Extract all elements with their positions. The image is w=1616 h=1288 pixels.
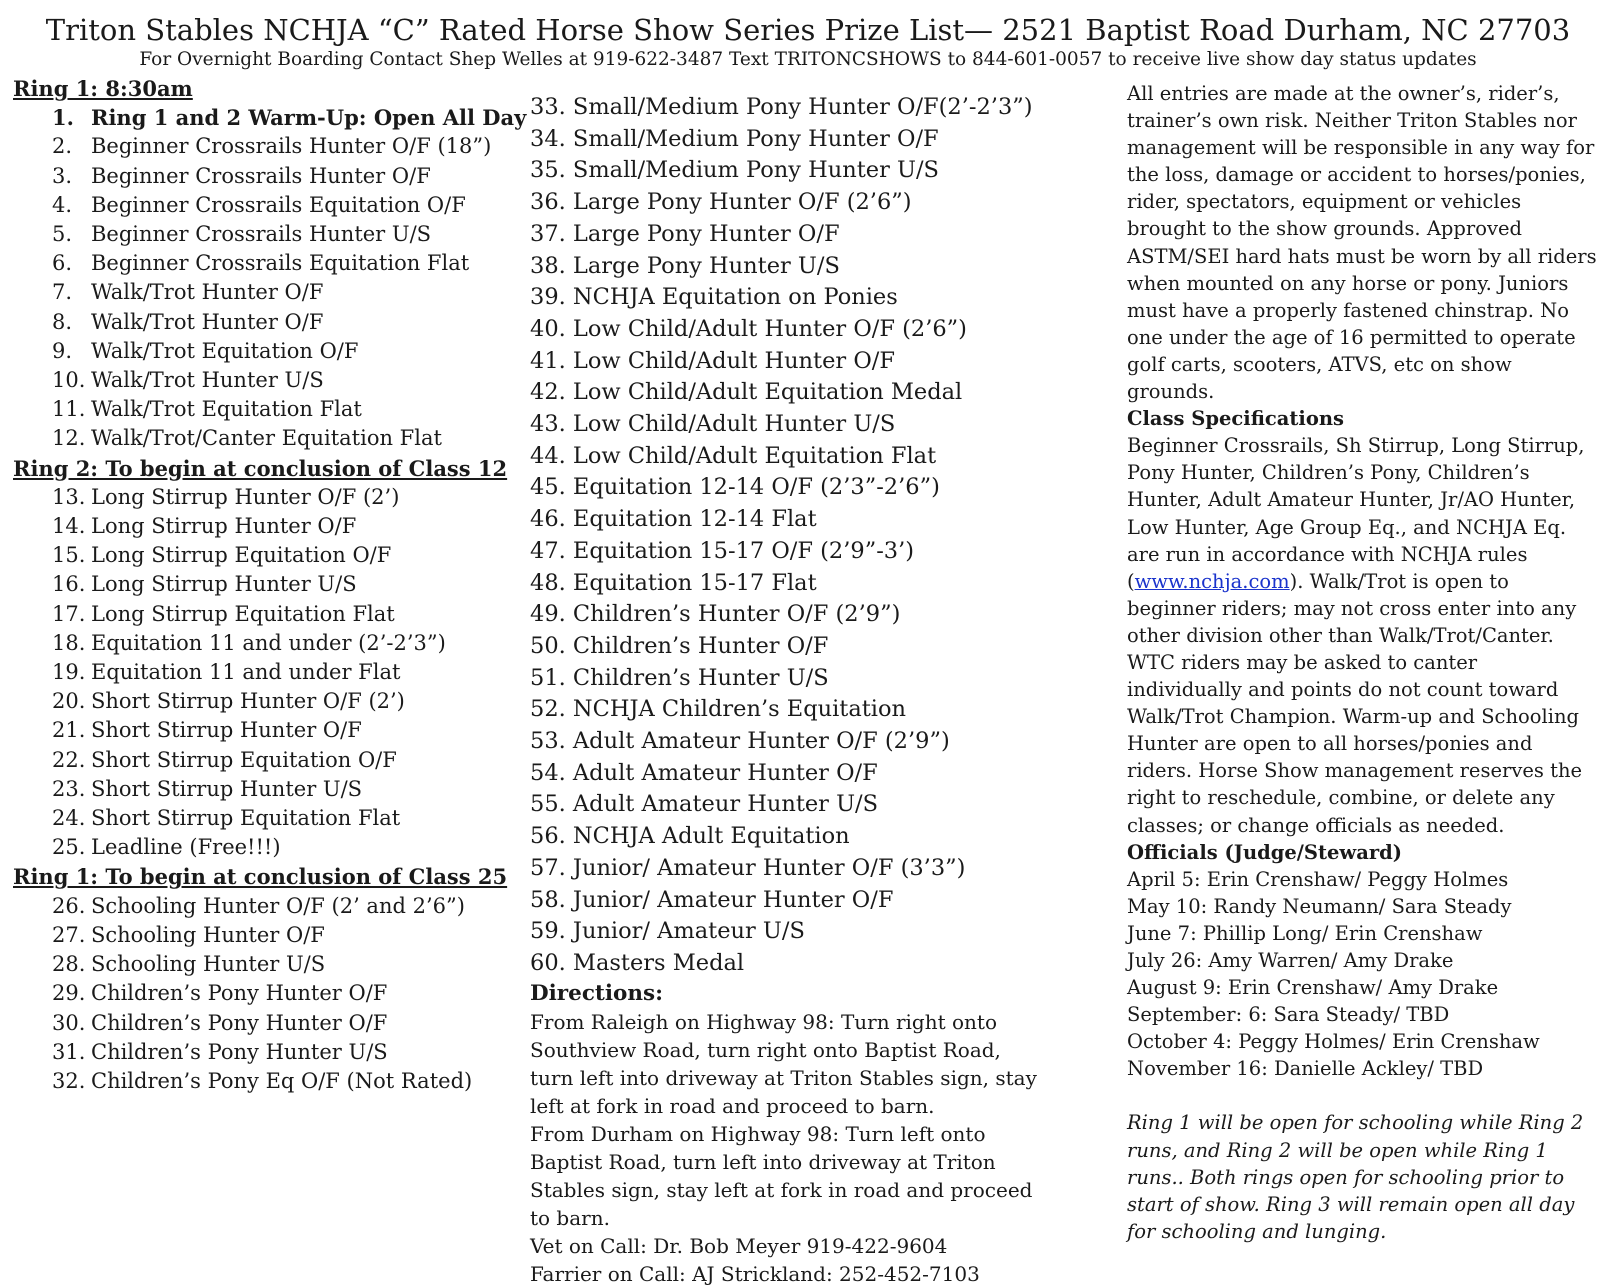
official-item: April 5: Erin Crenshaw/ Peggy Holmes [1127, 867, 1509, 891]
page-title: Triton Stables NCHJA “C” Rated Horse Show Series Prize List— 2521 Baptist Road Durham, NC 27703 [45, 13, 1571, 47]
class-specs-text: Beginner Crossrails, Sh Stirrup, Long Stirrup, Pony Hunter, Children’s Pony, Children’s Hunter, Adult Amateur Hunter, Jr/AO Hunter, Low Hunter, Age Group Eq., and NCHJA Eq. are run in accordance with NCHJA rules (www.nchja.com). Walk/Trot is open to beginner riders; may not cross enter into any other division other than Walk/Trot/Canter. WTC riders may be asked to canter individually and points do not count toward Walk/Trot Champion. Warm-up and Schooling Hunter are open to all horses/ponies and riders. Horse Show management reserves the right to reschedule, combine, or delete any classes; or change officials as needed. [1127, 434, 1585, 837]
class-item: 46. Equitation 12-14 Flat [530, 506, 817, 533]
class-item: 1. Ring 1 and 2 Warm-Up: Open All Day [52, 105, 527, 131]
class-specs-heading: Class Specifications [1127, 407, 1344, 431]
class-item: 32. Children’s Pony Eq O/F (Not Rated) [52, 1068, 473, 1093]
class-item: 50. Children’s Hunter O/F [530, 632, 829, 659]
schooling-note: Ring 1 will be open for schooling while Ring 2 runs, and Ring 2 will be open while Ring 1 runs.. Both rings open for schooling prior to start of show. Ring 3 will remain open all day for schooling and lunging. [1127, 1111, 1584, 1243]
class-item: 20. Short Stirrup Hunter O/F (2’) [52, 689, 405, 714]
class-item: 45. Equitation 12-14 O/F (2’3”-2’6”) [530, 474, 940, 501]
class-item: 60. Masters Medal [530, 949, 745, 976]
class-item: 10. Walk/Trot Hunter U/S [52, 368, 324, 393]
directions-durham: From Durham on Highway 98: Turn left onto Baptist Road, turn left into driveway at Triton Stables sign, stay left at fork in road and proceed to barn. [530, 1121, 1033, 1230]
class-item: 6. Beginner Crossrails Equitation Flat [52, 251, 470, 276]
class-item: 2. Beginner Crossrails Hunter O/F (18”) [52, 134, 492, 159]
officials-list [1127, 866, 1597, 1083]
class-item: 34. Small/Medium Pony Hunter O/F [530, 125, 939, 152]
class-item: 31. Children’s Pony Hunter U/S [52, 1039, 388, 1064]
ring1b-heading: Ring 1: To begin at conclusion of Class 25 [13, 864, 508, 890]
class-item: 26. Schooling Hunter O/F (2’ and 2’6”) [52, 893, 465, 918]
class-item: 37. Large Pony Hunter O/F [530, 220, 840, 247]
class-item: 24. Short Stirrup Equitation Flat [52, 806, 401, 831]
class-item: 40. Low Child/Adult Hunter O/F (2’6”) [530, 315, 967, 342]
official-item: October 4: Peggy Holmes/ Erin Crenshaw [1127, 1030, 1540, 1054]
ring1-heading: Ring 1: 8:30am [13, 76, 193, 101]
class-item: 27. Schooling Hunter O/F [52, 922, 325, 947]
class-item: 22. Short Stirrup Equitation O/F [52, 747, 397, 772]
class-item: 51. Children’s Hunter U/S [530, 664, 829, 691]
official-item: November 16: Danielle Ackley/ TBD [1127, 1057, 1484, 1081]
class-item: 52. NCHJA Children’s Equitation [530, 696, 907, 723]
class-item: 3. Beginner Crossrails Hunter O/F [52, 163, 431, 188]
column-rules-officials [1127, 80, 1597, 1245]
class-item: 28. Schooling Hunter U/S [52, 952, 326, 977]
class-item: 9. Walk/Trot Equitation O/F [52, 338, 359, 363]
class-item: 54. Adult Amateur Hunter O/F [530, 759, 878, 786]
class-item: 21. Short Stirrup Hunter O/F [52, 718, 362, 743]
ring1b-class-list [13, 892, 513, 1096]
column-classes-directions [530, 92, 1050, 1288]
class-item: 7. Walk/Trot Hunter O/F [52, 280, 324, 305]
directions-heading: Directions: [530, 980, 664, 1006]
class-item: 14. Long Stirrup Hunter O/F [52, 514, 357, 539]
class-item: 12. Walk/Trot/Canter Equitation Flat [52, 426, 442, 451]
class-item: 41. Low Child/Adult Hunter O/F [530, 347, 895, 374]
class-item: 18. Equitation 11 and under (2’-2’3”) [52, 630, 446, 655]
class-item: 17. Long Stirrup Equitation Flat [52, 601, 395, 626]
class-item: 19. Equitation 11 and under Flat [52, 660, 401, 685]
vet-contact: Vet on Call: Dr. Bob Meyer 919-422-9604 [530, 1233, 948, 1258]
ring2-class-list [13, 483, 513, 863]
class-item: 4. Beginner Crossrails Equitation O/F [52, 192, 466, 217]
page-subtitle: For Overnight Boarding Contact Shep Welles at 919-622-3487 Text TRITONCSHOWS to 844-601-0057 to receive live show day status updates [139, 49, 1477, 70]
class-item: 23. Short Stirrup Hunter U/S [52, 776, 363, 801]
col2-class-list [530, 92, 1050, 980]
official-item: May 10: Randy Neumann/ Sara Steady [1127, 894, 1512, 918]
class-item: 8. Walk/Trot Hunter O/F [52, 309, 324, 334]
class-item: 44. Low Child/Adult Equitation Flat [530, 442, 937, 469]
disclaimer: All entries are made at the owner’s, rider’s, trainer’s own risk. Neither Triton Stables nor management will be responsible in any way for the loss, damage or accident to horses/ponies, rider, spectators, equipment or vehicles brought to the show grounds. Approved ASTM/SEI hard hats must be worn by all riders when mounted on any horse or pony. Juniors must have a properly fastened chinstrap. No one under the age of 16 permitted to operate golf carts, scooters, ATVS, etc on show grounds. [1127, 82, 1597, 404]
class-item: 43. Low Child/Adult Hunter U/S [530, 411, 896, 438]
class-item: 35. Small/Medium Pony Hunter U/S [530, 157, 939, 184]
class-item: 15. Long Stirrup Equitation O/F [52, 543, 392, 568]
class-item: 47. Equitation 15-17 O/F (2’9”-3’) [530, 537, 915, 564]
class-item: 29. Children’s Pony Hunter O/F [52, 981, 388, 1006]
class-item: 56. NCHJA Adult Equitation [530, 823, 850, 850]
class-item: 5. Beginner Crossrails Hunter U/S [52, 222, 432, 247]
class-item: 55. Adult Amateur Hunter U/S [530, 791, 879, 818]
class-item: 53. Adult Amateur Hunter O/F (2’9”) [530, 728, 950, 755]
class-item: 58. Junior/ Amateur Hunter O/F [530, 886, 894, 913]
class-item: 33. Small/Medium Pony Hunter O/F(2’-2’3”) [530, 94, 1033, 120]
official-item: June 7: Phillip Long/ Erin Crenshaw [1127, 921, 1483, 945]
page-header [0, 12, 1616, 72]
class-item: 11. Walk/Trot Equitation Flat [52, 397, 362, 422]
class-item: 39. NCHJA Equitation on Ponies [530, 284, 898, 311]
class-item: 49. Children’s Hunter O/F (2’9”) [530, 601, 901, 628]
column-ring-schedule [13, 74, 527, 1096]
class-item: 38. Large Pony Hunter U/S [530, 252, 840, 279]
class-item: 42. Low Child/Adult Equitation Medal [530, 379, 963, 406]
class-item: 16. Long Stirrup Hunter U/S [52, 572, 357, 597]
class-item: 57. Junior/ Amateur Hunter O/F (3’3”) [530, 854, 966, 881]
class-item: 59. Junior/ Amateur U/S [530, 918, 805, 945]
ring1-class-list [13, 103, 527, 453]
class-item: 30. Children’s Pony Hunter O/F [52, 1010, 388, 1035]
ring2-heading: Ring 2: To begin at conclusion of Class 12 [13, 455, 508, 481]
official-item: July 26: Amy Warren/ Amy Drake [1127, 949, 1454, 972]
official-item: September: 6: Sara Steady/ TBD [1127, 1003, 1450, 1027]
class-item: 36. Large Pony Hunter O/F (2’6”) [530, 189, 912, 216]
officials-heading: Officials (Judge/Steward) [1127, 840, 1402, 864]
class-item: 13. Long Stirrup Hunter O/F (2’) [52, 484, 400, 509]
nchja-link[interactable]: www.nchja.com [1134, 569, 1290, 593]
class-item: 48. Equitation 15-17 Flat [530, 569, 817, 596]
official-item: August 9: Erin Crenshaw/ Amy Drake [1127, 976, 1499, 1000]
directions-raleigh: From Raleigh on Highway 98: Turn right onto Southview Road, turn right onto Baptist Road, turn left into driveway at Triton Stables sign, stay left at fork in road and proceed to barn. [530, 1009, 1037, 1118]
farrier-contact: Farrier on Call: AJ Strickland: 252-452-7103 [530, 1261, 980, 1286]
class-item: 25. Leadline (Free!!!) [52, 835, 281, 860]
